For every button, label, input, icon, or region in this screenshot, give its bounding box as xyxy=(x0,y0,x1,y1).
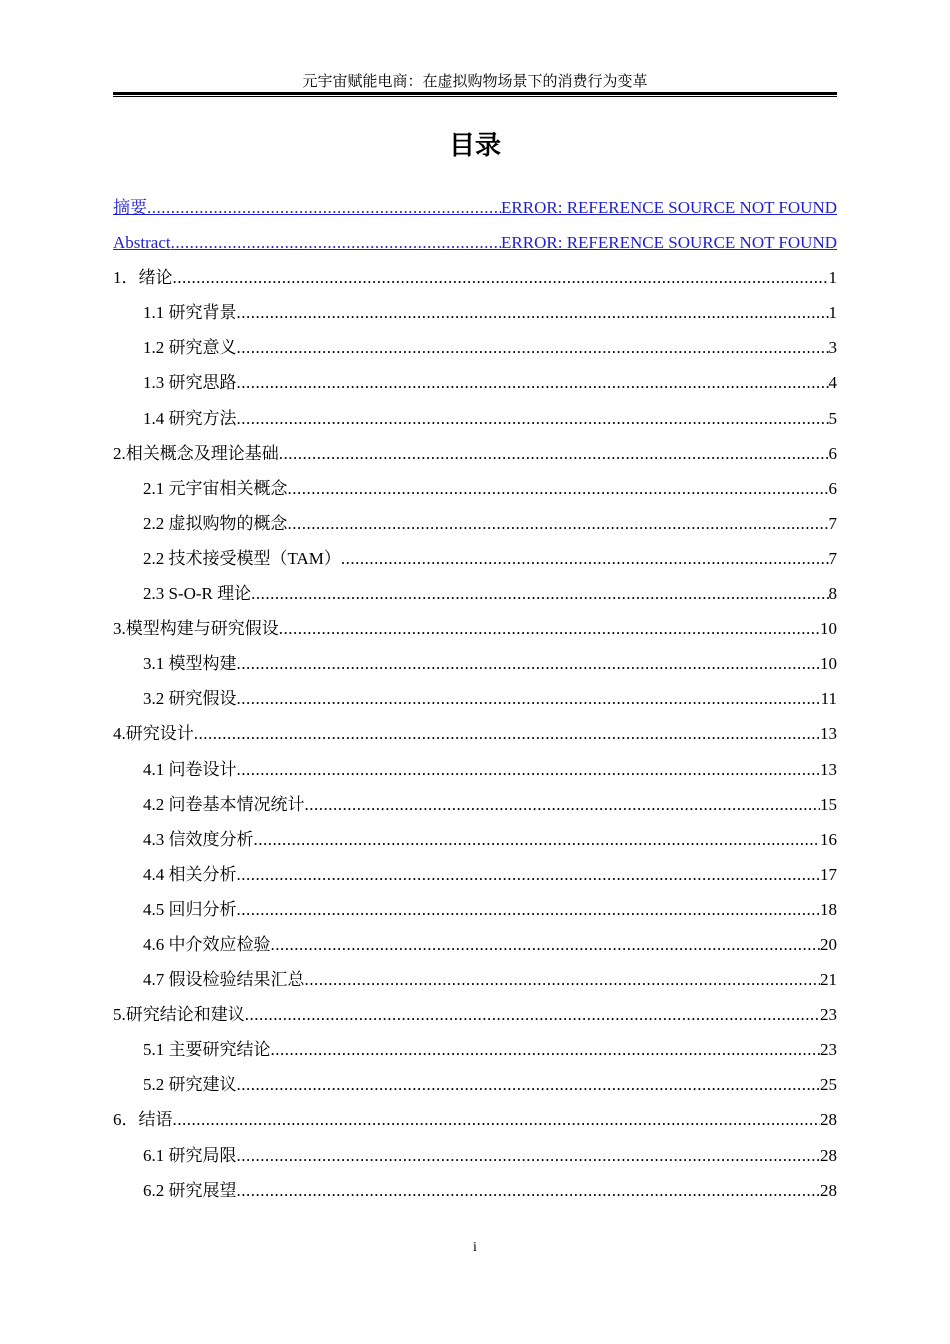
toc-entry[interactable] xyxy=(113,857,837,892)
toc-entry[interactable] xyxy=(113,681,837,716)
toc-entry-title: 2.1 元宇宙相关概念 xyxy=(143,478,288,498)
toc-entry[interactable] xyxy=(113,611,837,646)
running-header: 元宇宙赋能电商：在虚拟购物场景下的消费行为变革 xyxy=(302,74,648,90)
header-rule-thin xyxy=(113,96,837,97)
toc-leader-dots xyxy=(279,436,829,471)
page-number: i xyxy=(473,1240,477,1255)
toc-entry-page: 7 xyxy=(828,548,837,568)
toc-entry[interactable] xyxy=(113,1067,837,1102)
toc-leader-dots xyxy=(173,1102,821,1137)
toc-entry-page: 5 xyxy=(828,408,837,428)
toc-entry-title: 5.研究结论和建议 xyxy=(113,1005,245,1025)
toc-entry-page: 13 xyxy=(820,724,837,744)
toc-entry-title: 4.1 问卷设计 xyxy=(143,759,237,779)
toc-entry-page: 28 xyxy=(820,1145,837,1165)
toc-leader-dots xyxy=(305,962,821,997)
toc-entry[interactable] xyxy=(113,1138,837,1173)
toc-entry-title: 3.1 模型构建 xyxy=(143,654,237,674)
toc-entry-title: 4.5 回归分析 xyxy=(143,899,237,919)
toc-entry-title: 5.1 主要研究结论 xyxy=(143,1040,271,1060)
toc-entry-title: 2.相关概念及理论基础 xyxy=(113,443,279,463)
toc-leader-dots xyxy=(237,1173,821,1208)
toc-entry-title: 4.7 假设检验结果汇总 xyxy=(143,970,305,990)
toc-leader-dots xyxy=(288,506,829,541)
toc-entry-page: 21 xyxy=(820,970,837,990)
toc-leader-dots xyxy=(245,997,820,1032)
toc-leader-dots xyxy=(237,295,829,330)
toc-entry-page: 15 xyxy=(820,794,837,814)
toc-entry-page: 8 xyxy=(828,584,837,604)
toc-entry-title: 5.2 研究建议 xyxy=(143,1075,237,1095)
toc-leader-dots xyxy=(173,260,829,295)
toc-entry-title: 1.3 研究思路 xyxy=(143,373,237,393)
toc-entry-page: 17 xyxy=(820,864,837,884)
toc-entry-page: 10 xyxy=(820,654,837,674)
toc-entry[interactable] xyxy=(113,752,837,787)
toc-entry-title: 6．结语 xyxy=(113,1110,173,1130)
toc-entry-title: 1.4 研究方法 xyxy=(143,408,237,428)
toc-entry-page: 28 xyxy=(820,1180,837,1200)
toc-leader-dots xyxy=(237,892,821,927)
toc-entry-page: 16 xyxy=(820,829,837,849)
toc-entry-page: ERROR: REFERENCE SOURCE NOT FOUND xyxy=(501,233,837,253)
toc-entry[interactable] xyxy=(113,190,837,225)
toc-entry-title: 1．绪论 xyxy=(113,268,173,288)
toc-entry[interactable] xyxy=(113,576,837,611)
toc-entry-page: 1 xyxy=(828,268,837,288)
toc-leader-dots xyxy=(237,401,829,436)
toc-entry-title: 6.2 研究展望 xyxy=(143,1180,237,1200)
toc-entry-page: 7 xyxy=(828,513,837,533)
toc-entry[interactable] xyxy=(113,260,837,295)
toc-leader-dots xyxy=(237,857,821,892)
toc-entry-title: 2.2 技术接受模型（TAM） xyxy=(143,548,341,568)
toc-entry-title: 2.3 S-O-R 理论 xyxy=(143,584,252,604)
toc-entry[interactable] xyxy=(113,401,837,436)
toc-entry[interactable] xyxy=(113,822,837,857)
toc-leader-dots xyxy=(305,787,821,822)
toc-entry-title: 3.2 研究假设 xyxy=(143,689,237,709)
toc-entry[interactable] xyxy=(113,892,837,927)
toc-leader-dots xyxy=(279,611,820,646)
toc-leader-dots xyxy=(341,541,829,576)
toc-entry-page: 25 xyxy=(820,1075,837,1095)
toc-leader-dots xyxy=(288,471,829,506)
toc-entry[interactable] xyxy=(113,295,837,330)
toc-entry-title: 4.4 相关分析 xyxy=(143,864,237,884)
toc-entry[interactable] xyxy=(113,962,837,997)
table-of-contents xyxy=(113,190,837,1208)
toc-entry-title: Abstract xyxy=(113,233,171,253)
toc-entry[interactable] xyxy=(113,1102,837,1137)
toc-leader-dots xyxy=(147,190,501,225)
toc-entry-title: 4.研究设计 xyxy=(113,724,194,744)
toc-leader-dots xyxy=(237,330,829,365)
header-rule-thick xyxy=(113,92,837,95)
toc-entry[interactable] xyxy=(113,541,837,576)
toc-leader-dots xyxy=(271,927,821,962)
toc-leader-dots xyxy=(237,1138,821,1173)
toc-entry[interactable] xyxy=(113,1032,837,1067)
toc-leader-dots xyxy=(237,752,821,787)
toc-leader-dots xyxy=(194,716,820,751)
toc-entry-page: ERROR: REFERENCE SOURCE NOT FOUND xyxy=(501,198,837,217)
toc-entry-page: 28 xyxy=(820,1110,837,1130)
toc-entry-page: 11 xyxy=(820,689,837,709)
toc-title: 目录 xyxy=(448,131,501,161)
toc-entry-page: 10 xyxy=(820,619,837,639)
toc-entry[interactable] xyxy=(113,506,837,541)
toc-entry-page: 1 xyxy=(828,303,837,323)
toc-entry-title: 4.2 问卷基本情况统计 xyxy=(143,794,305,814)
toc-entry-title: 1.1 研究背景 xyxy=(143,303,237,323)
toc-entry[interactable] xyxy=(113,1173,837,1208)
toc-entry-title: 3.模型构建与研究假设 xyxy=(113,619,279,639)
toc-entry-page: 23 xyxy=(820,1005,837,1025)
toc-leader-dots xyxy=(171,225,501,260)
toc-entry-page: 18 xyxy=(820,899,837,919)
toc-leader-dots xyxy=(271,1032,821,1067)
toc-entry-title: 4.3 信效度分析 xyxy=(143,829,254,849)
toc-entry[interactable] xyxy=(113,330,837,365)
toc-entry-title: 6.1 研究局限 xyxy=(143,1145,237,1165)
toc-leader-dots xyxy=(237,1067,821,1102)
toc-entry[interactable] xyxy=(113,436,837,471)
toc-entry-page: 13 xyxy=(820,759,837,779)
toc-entry-page: 20 xyxy=(820,934,837,954)
toc-entry[interactable] xyxy=(113,716,837,751)
toc-leader-dots xyxy=(254,822,821,857)
toc-leader-dots xyxy=(237,646,821,681)
toc-entry-page: 6 xyxy=(828,478,837,498)
toc-entry-title: 1.2 研究意义 xyxy=(143,338,237,358)
toc-entry[interactable] xyxy=(113,997,837,1032)
toc-entry[interactable] xyxy=(113,225,837,260)
toc-entry[interactable] xyxy=(113,787,837,822)
toc-leader-dots xyxy=(251,576,828,611)
toc-entry[interactable] xyxy=(113,365,837,400)
toc-entry-title: 摘要 xyxy=(113,198,147,217)
toc-entry-page: 23 xyxy=(820,1040,837,1060)
toc-entry-title: 4.6 中介效应检验 xyxy=(143,934,271,954)
toc-entry-page: 6 xyxy=(828,443,837,463)
toc-entry[interactable] xyxy=(113,927,837,962)
toc-leader-dots xyxy=(237,681,821,716)
toc-entry-title: 2.2 虚拟购物的概念 xyxy=(143,513,288,533)
toc-entry-page: 3 xyxy=(828,338,837,358)
toc-entry-page: 4 xyxy=(828,373,837,393)
toc-entry[interactable] xyxy=(113,646,837,681)
toc-entry[interactable] xyxy=(113,471,837,506)
toc-leader-dots xyxy=(237,365,829,400)
